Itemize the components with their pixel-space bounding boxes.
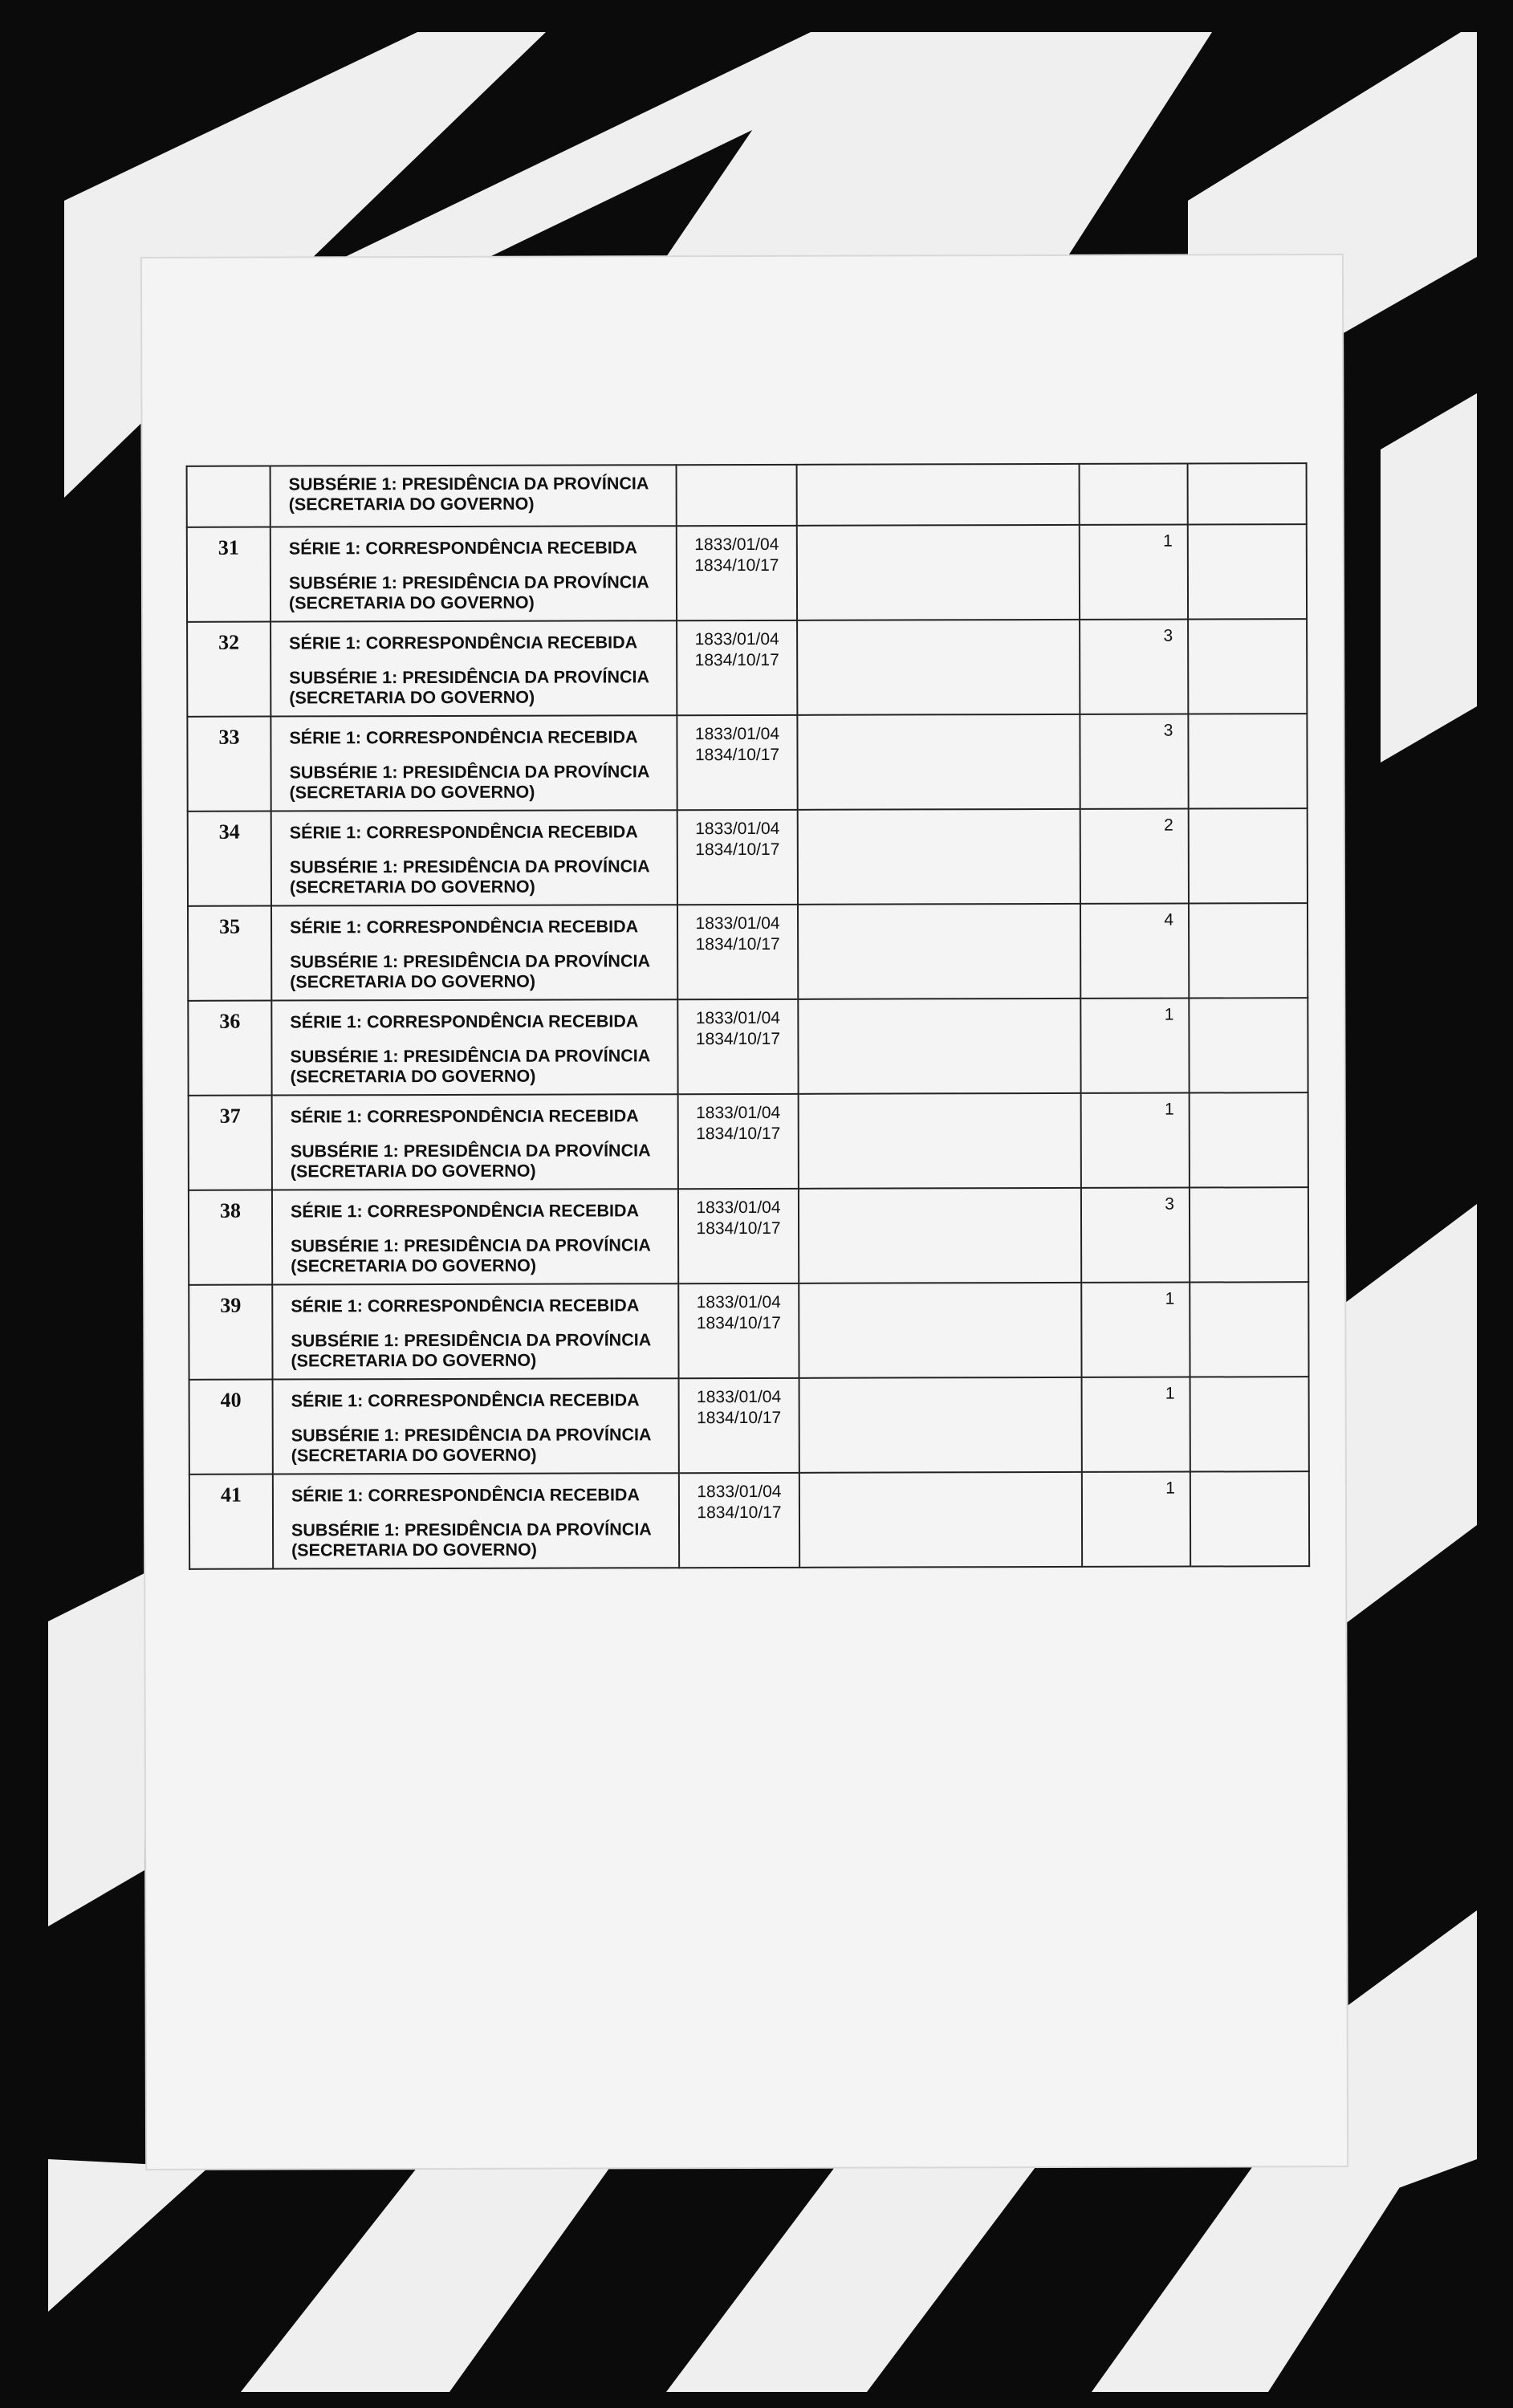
blank-cell (1188, 524, 1307, 619)
date-start: 1833/01/04 (697, 1387, 782, 1407)
date-start: 1833/01/04 (696, 1103, 781, 1123)
date-start: 1833/01/04 (694, 629, 779, 649)
blank-cell (1190, 1282, 1308, 1377)
date-end: 1834/10/17 (696, 1219, 781, 1239)
count-cell: 1 (1080, 525, 1188, 620)
table-row (188, 808, 1308, 906)
table-row (187, 463, 1307, 527)
subserie-line1: SUBSÉRIE 1: PRESIDÊNCIA DA PROVÍNCIA (291, 1235, 651, 1256)
subserie-line2: (SECRETARIA DO GOVERNO) (289, 687, 535, 708)
date-end: 1834/10/17 (694, 746, 780, 765)
subserie-line2: (SECRETARIA DO GOVERNO) (288, 494, 535, 515)
description-cell (270, 526, 677, 621)
description-cell (270, 715, 677, 811)
subserie-line2: (SECRETARIA DO GOVERNO) (289, 782, 535, 803)
blank-cell (1190, 1187, 1308, 1282)
count-cell: 3 (1080, 620, 1188, 714)
count-cell: 1 (1081, 1093, 1190, 1188)
blank-cell (799, 1093, 1081, 1189)
blank-cell (1190, 1092, 1308, 1187)
date-start: 1833/01/04 (696, 1198, 781, 1218)
count-cell: 1 (1082, 1472, 1190, 1567)
date-end: 1834/10/17 (696, 1125, 781, 1144)
table-row (187, 714, 1307, 811)
dates-cell (679, 1473, 799, 1568)
dates-cell (678, 1094, 799, 1189)
subserie-line2: (SECRETARIA DO GOVERNO) (288, 592, 535, 613)
dates-cell (679, 1378, 799, 1473)
blank-cell (1188, 463, 1307, 524)
catalog-table (186, 462, 1311, 1570)
count-cell: 2 (1080, 809, 1189, 904)
item-number: 41 (189, 1474, 273, 1569)
subserie-line2: (SECRETARIA DO GOVERNO) (291, 1445, 537, 1466)
dates-cell (677, 999, 798, 1094)
table-row (189, 1282, 1308, 1380)
item-number: 35 (188, 906, 271, 1001)
dates-cell (677, 810, 798, 905)
item-number: 36 (188, 1001, 271, 1096)
subserie-line2: (SECRETARIA DO GOVERNO) (290, 1066, 536, 1087)
date-end: 1834/10/17 (694, 651, 779, 670)
description-cell (270, 465, 677, 527)
subserie-line1: SUBSÉRIE 1: PRESIDÊNCIA DA PROVÍNCIA (288, 474, 649, 494)
dates-cell (678, 1283, 799, 1378)
serie-label: SÉRIE 1: CORRESPONDÊNCIA RECEBIDA (289, 727, 638, 748)
item-number: 33 (187, 717, 270, 811)
subserie-line1: SUBSÉRIE 1: PRESIDÊNCIA DA PROVÍNCIA (290, 1141, 651, 1161)
count-cell (1080, 464, 1188, 525)
subserie-line2: (SECRETARIA DO GOVERNO) (290, 971, 536, 992)
item-number: 37 (189, 1096, 272, 1190)
table-row (189, 1471, 1309, 1569)
subserie-line1: SUBSÉRIE 1: PRESIDÊNCIA DA PROVÍNCIA (290, 1046, 651, 1067)
table-row (187, 524, 1307, 622)
blank-cell (1190, 1471, 1309, 1566)
serie-label: SÉRIE 1: CORRESPONDÊNCIA RECEBIDA (291, 1390, 640, 1411)
subserie-line2: (SECRETARIA DO GOVERNO) (290, 1161, 536, 1182)
table-row (189, 1377, 1309, 1474)
date-end: 1834/10/17 (695, 935, 780, 954)
date-end: 1834/10/17 (695, 1030, 781, 1049)
item-number: 40 (189, 1380, 273, 1474)
table-row (189, 1187, 1308, 1285)
table-row (189, 1092, 1308, 1190)
count-cell: 3 (1080, 714, 1188, 809)
date-start: 1833/01/04 (695, 913, 780, 934)
date-end: 1834/10/17 (697, 1503, 782, 1523)
blank-cell (797, 464, 1080, 526)
item-number: 38 (189, 1190, 272, 1285)
serie-label: SÉRIE 1: CORRESPONDÊNCIA RECEBIDA (289, 633, 638, 653)
dates-cell (677, 620, 797, 715)
dates-cell (677, 715, 797, 810)
description-cell (273, 1378, 679, 1474)
date-start: 1833/01/04 (697, 1482, 782, 1502)
date-start: 1833/01/04 (694, 535, 779, 555)
description-cell (271, 999, 677, 1095)
dates-cell (678, 1189, 799, 1283)
table-row (187, 619, 1307, 717)
blank-cell (1188, 619, 1307, 714)
serie-label: SÉRIE 1: CORRESPONDÊNCIA RECEBIDA (290, 917, 639, 938)
blank-cell (1189, 808, 1308, 903)
blank-cell (797, 714, 1080, 810)
date-end: 1834/10/17 (695, 840, 780, 860)
subserie-line2: (SECRETARIA DO GOVERNO) (291, 1255, 537, 1276)
description-cell (272, 1283, 678, 1379)
item-number: 39 (189, 1285, 272, 1380)
serie-label: SÉRIE 1: CORRESPONDÊNCIA RECEBIDA (290, 1106, 639, 1127)
subserie-line1: SUBSÉRIE 1: PRESIDÊNCIA DA PROVÍNCIA (291, 1330, 652, 1351)
subserie-line1: SUBSÉRIE 1: PRESIDÊNCIA DA PROVÍNCIA (289, 856, 650, 877)
subserie-line2: (SECRETARIA DO GOVERNO) (291, 1350, 537, 1371)
table-row (188, 903, 1308, 1001)
blank-cell (798, 904, 1080, 999)
document-page (142, 255, 1347, 2169)
description-cell (271, 810, 677, 905)
date-start: 1833/01/04 (695, 1008, 780, 1028)
date-start: 1833/01/04 (695, 819, 780, 839)
serie-label: SÉRIE 1: CORRESPONDÊNCIA RECEBIDA (289, 822, 638, 843)
subserie-line2: (SECRETARIA DO GOVERNO) (291, 1540, 537, 1560)
date-end: 1834/10/17 (696, 1314, 781, 1333)
serie-label: SÉRIE 1: CORRESPONDÊNCIA RECEBIDA (288, 538, 637, 559)
blank-cell (799, 1377, 1082, 1473)
blank-cell (798, 999, 1080, 1094)
table-row (188, 998, 1308, 1096)
count-cell: 1 (1082, 1377, 1190, 1472)
item-number: 31 (187, 527, 270, 622)
date-start: 1833/01/04 (694, 724, 780, 744)
catalog-table-body (187, 463, 1310, 1569)
serie-label: SÉRIE 1: CORRESPONDÊNCIA RECEBIDA (290, 1011, 639, 1032)
description-cell (272, 1094, 678, 1190)
serie-label: SÉRIE 1: CORRESPONDÊNCIA RECEBIDA (291, 1296, 640, 1316)
subserie-line1: SUBSÉRIE 1: PRESIDÊNCIA DA PROVÍNCIA (291, 1519, 652, 1540)
description-cell (272, 1189, 678, 1284)
item-number: 34 (188, 811, 271, 906)
subserie-line1: SUBSÉRIE 1: PRESIDÊNCIA DA PROVÍNCIA (290, 951, 650, 972)
date-end: 1834/10/17 (697, 1409, 782, 1428)
blank-cell (1189, 998, 1308, 1092)
subserie-line1: SUBSÉRIE 1: PRESIDÊNCIA DA PROVÍNCIA (289, 667, 650, 688)
count-cell: 1 (1081, 1283, 1190, 1377)
dates-cell (677, 465, 797, 526)
blank-cell (799, 1188, 1081, 1283)
description-cell (270, 620, 677, 716)
blank-cell (799, 1472, 1082, 1568)
blank-cell (1190, 1377, 1309, 1471)
count-cell: 1 (1080, 999, 1189, 1093)
blank-cell (1189, 903, 1308, 998)
count-cell: 4 (1080, 904, 1189, 999)
subserie-line1: SUBSÉRIE 1: PRESIDÊNCIA DA PROVÍNCIA (289, 762, 650, 783)
blank-cell (798, 809, 1080, 905)
description-cell (271, 905, 677, 1000)
blank-cell (1188, 714, 1307, 808)
date-end: 1834/10/17 (694, 556, 779, 576)
description-cell (273, 1473, 679, 1568)
blank-cell (797, 525, 1080, 620)
dates-cell (677, 905, 798, 999)
number-cell (187, 466, 270, 527)
blank-cell (799, 1283, 1081, 1378)
subserie-line1: SUBSÉRIE 1: PRESIDÊNCIA DA PROVÍNCIA (288, 572, 649, 593)
item-number: 32 (187, 622, 270, 717)
blank-cell (797, 620, 1080, 715)
serie-label: SÉRIE 1: CORRESPONDÊNCIA RECEBIDA (290, 1201, 640, 1222)
dates-cell (677, 526, 797, 620)
count-cell: 3 (1081, 1188, 1190, 1283)
subserie-line2: (SECRETARIA DO GOVERNO) (289, 877, 535, 897)
date-start: 1833/01/04 (696, 1292, 781, 1312)
subserie-line1: SUBSÉRIE 1: PRESIDÊNCIA DA PROVÍNCIA (291, 1425, 652, 1446)
serie-label: SÉRIE 1: CORRESPONDÊNCIA RECEBIDA (291, 1485, 641, 1506)
